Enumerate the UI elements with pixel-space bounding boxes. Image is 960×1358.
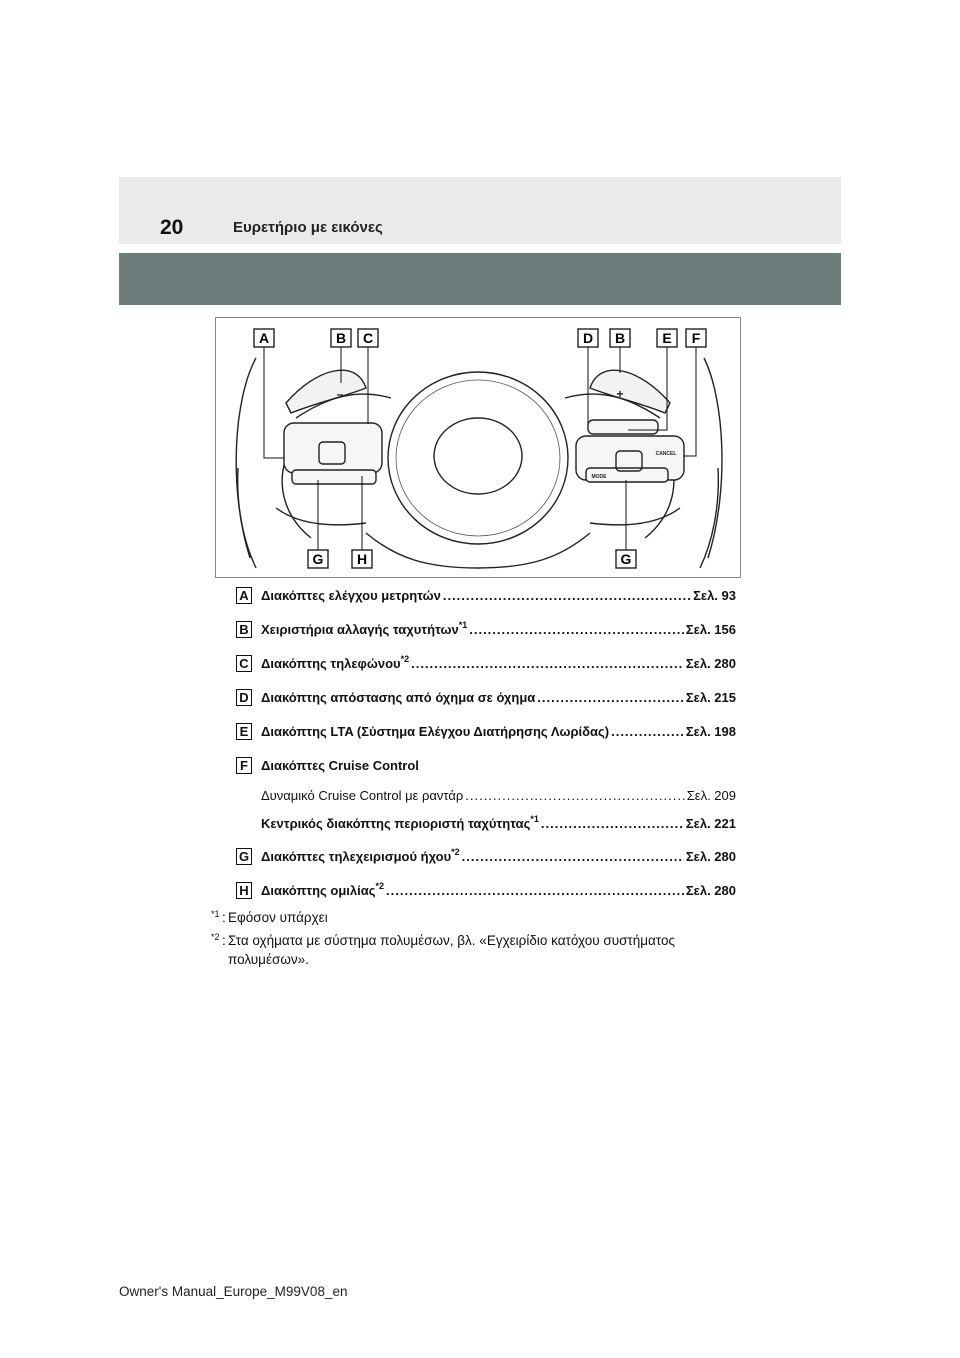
badge-F: F [236, 757, 252, 774]
entry-text: Διακόπτης ομιλίας [261, 883, 376, 898]
legend-entry-E [236, 723, 736, 745]
entry-page[interactable]: Σελ. 215 [685, 690, 736, 705]
callout-E-label: E [662, 330, 672, 346]
footnote-ref: *2 [375, 880, 385, 891]
entry-page[interactable]: Σελ. 221 [685, 816, 736, 831]
footnote-2: *2 : Στα οχήματα με σύστημα πολυμέσων, βλ. «Εγχειρίδιο κατόχου συστήματος πολυμέσων». [211, 931, 731, 969]
legend-entry-H [236, 882, 736, 904]
callout-H-label: H [356, 551, 368, 567]
footnotes [211, 908, 731, 973]
badge-B: B [236, 621, 252, 638]
entry-text: Διακόπτες ελέγχου μετρητών [261, 588, 441, 603]
entry-text: Διακόπτης τηλεφώνου [261, 656, 401, 671]
badge-A: A [236, 587, 252, 604]
entry-page[interactable]: Σελ. 280 [685, 656, 736, 671]
mode-button-label: MODE [591, 474, 607, 480]
entry-text: Κεντρικός διακόπτης περιοριστή ταχύτητας [261, 816, 531, 831]
entry-page[interactable]: Σελ. 209 [686, 788, 736, 803]
entry-text: Δυναμικό Cruise Control με ραντάρ [261, 788, 464, 803]
section-title: Ευρετήριο με εικόνες [233, 219, 383, 236]
badge-G: G [236, 848, 252, 865]
footnote-mark: *2 [211, 932, 220, 942]
steering-wheel-illustration [216, 318, 740, 577]
legend-entry-F [236, 757, 736, 779]
entry-text: Διακόπτες Cruise Control [261, 758, 419, 773]
badge-H: H [236, 882, 252, 899]
section-bar [119, 253, 841, 305]
callout-B-right-label: B [614, 330, 626, 346]
footnote-mark: *1 [211, 909, 220, 919]
entry-page[interactable]: Σελ. 93 [693, 588, 736, 603]
legend-entry-A [236, 587, 736, 609]
legend-entry-C [236, 655, 736, 677]
steering-wheel-figure [215, 317, 741, 578]
footnote-ref: *1 [458, 619, 468, 630]
sub-entry-radar-cruise [236, 787, 736, 809]
entry-text: Χειριστήρια αλλαγής ταχυτήτων [261, 622, 459, 637]
entry-page[interactable]: Σελ. 280 [685, 849, 736, 864]
badge-E: E [236, 723, 252, 740]
entry-text: Διακόπτης απόστασης από όχημα σε όχημα [261, 690, 536, 705]
footnote-text: Στα οχήματα με σύστημα πολυμέσων, βλ. «Εγχειρίδιο κατόχου συστήματος πολυμέσων». [228, 933, 675, 967]
footnote-ref: *2 [400, 653, 410, 664]
paddle-minus-label: – [336, 387, 344, 401]
callout-A-label: A [258, 330, 270, 346]
callout-G-left-label: G [312, 551, 324, 567]
badge-C: C [236, 655, 252, 672]
entry-text: Διακόπτες τηλεχειρισμού ήχου [261, 849, 452, 864]
callout-G-right-label: G [620, 551, 632, 567]
header-band [119, 177, 841, 244]
sub-entry-speed-limiter [236, 815, 736, 837]
entry-page[interactable]: Σελ. 156 [685, 622, 736, 637]
paddle-plus-label: + [616, 387, 624, 401]
page-number: 20 [160, 216, 184, 239]
callout-C-label: C [362, 330, 374, 346]
footnote-1: *1 : Εφόσον υπάρχει [211, 908, 731, 927]
page-footer: Owner's Manual_Europe_M99V08_en [119, 1284, 348, 1299]
cancel-button-label: CANCEL [655, 451, 677, 457]
callout-B-left-label: B [335, 330, 347, 346]
legend-entry-D [236, 689, 736, 711]
legend-entry-B [236, 621, 736, 643]
footnote-text: Εφόσον υπάρχει [228, 910, 328, 925]
legend-entry-G [236, 848, 736, 870]
entry-text: Διακόπτης LTA (Σύστημα Ελέγχου Διατήρησης Λωρίδας) [261, 724, 610, 739]
entry-page[interactable]: Σελ. 198 [685, 724, 736, 739]
entry-page[interactable]: Σελ. 280 [685, 883, 736, 898]
footnote-ref: *2 [451, 846, 460, 857]
callout-D-label: D [582, 330, 594, 346]
badge-D: D [236, 689, 252, 706]
callout-F-label: F [691, 330, 701, 346]
footnote-ref: *1 [530, 813, 539, 824]
